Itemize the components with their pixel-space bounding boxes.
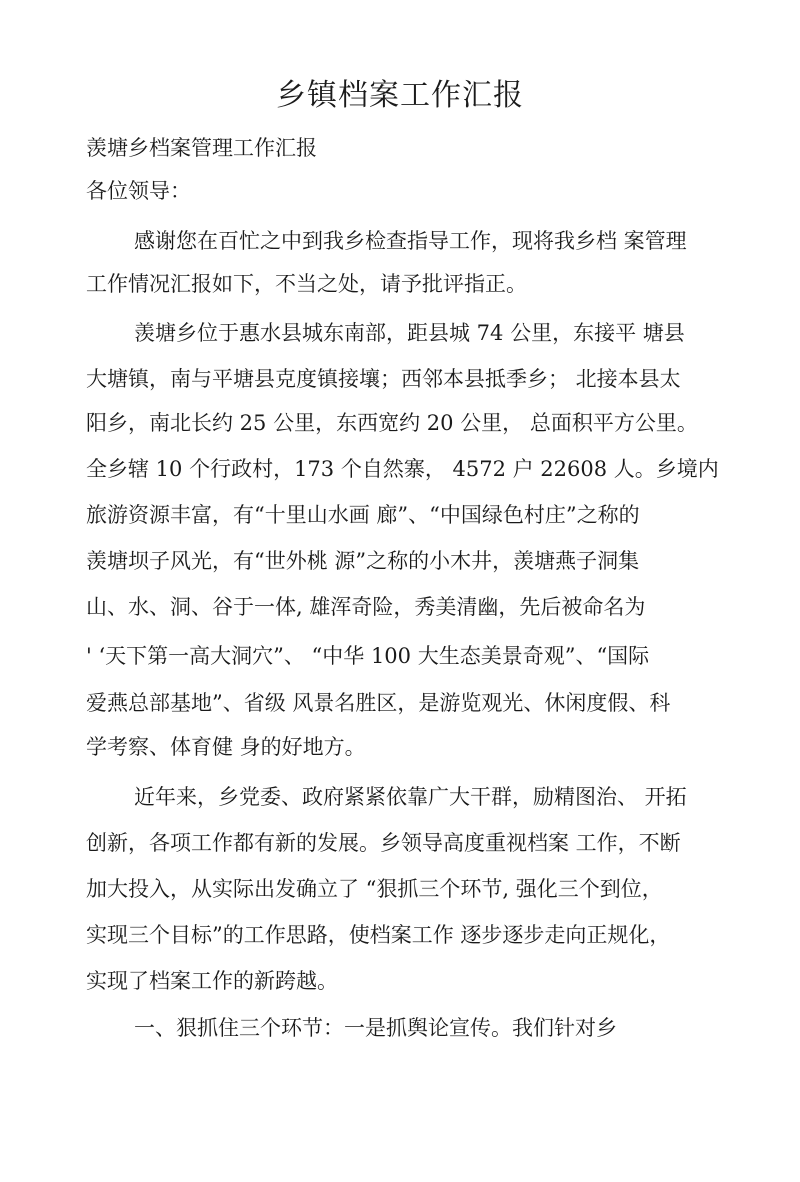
paragraph-line: 近年来，乡党委、政府紧紧依靠广大干群，励精图治、 开拓 — [134, 785, 687, 809]
paragraph-line: 加大投入，从实际出发确立了 “狠抓三个环节, 强化三个到位， — [86, 877, 663, 901]
paragraph-line: 山、水、洞、谷于一体, 雄浑奇险，秀美清幽，先后被命名为 — [86, 595, 646, 619]
document-title: 乡镇档案工作汇报 — [276, 78, 524, 113]
document-subtitle: 羡塘乡档案管理工作汇报 — [86, 136, 317, 160]
paragraph-line: 旅游资源丰富，有“十里山水画 廊”、“中国绿色村庄”之称的 — [86, 503, 640, 527]
paragraph-line: 羡塘坝子风光，有“世外桃 源”之称的小木井，羡塘燕子洞集 — [86, 549, 640, 573]
paragraph-line: 全乡辖 10 个行政村，173 个自然寨， 4572 户 22608 人。乡境内 — [86, 457, 719, 481]
paragraph-line: 感谢您在百忙之中到我乡检查指导工作，现将我乡档 案管理 — [134, 229, 687, 253]
paragraph-line: 阳乡，南北长约 25 公里，东西宽约 20 公里， 总面积平方公里。 — [86, 411, 698, 435]
salutation: 各位领导： — [86, 179, 191, 203]
paragraph-line: 羡塘乡位于惠水县城东南部，距县城 74 公里，东接平 塘县 — [134, 321, 685, 345]
paragraph-line: 大塘镇，南与平塘县克度镇接壤；西邻本县抵季乡； 北接本县太 — [86, 367, 681, 391]
paragraph-line: 工作情况汇报如下，不当之处，请予批评指正。 — [86, 272, 527, 296]
paragraph-line: 学考察、体育健 身的好地方。 — [86, 735, 366, 759]
paragraph-line: 实现三个目标”的工作思路，使档案工作 逐步逐步走向正规化， — [86, 923, 671, 947]
paragraph-line: 一、狠抓住三个环节：一是抓舆论宣传。我们针对乡 — [134, 1016, 617, 1040]
paragraph-line: ' ‘天下第一高大洞穴”、 “中华 100 大生态美景奇观”、“国际 — [86, 644, 650, 668]
paragraph-line: 创新，各项工作都有新的发展。乡领导高度重视档案 工作，不断 — [86, 831, 681, 855]
paragraph-line: 爱燕总部基地”、省级 风景名胜区，是游览观光、休闲度假、科 — [86, 691, 671, 715]
paragraph-line: 实现了档案工作的新跨越。 — [86, 969, 338, 993]
